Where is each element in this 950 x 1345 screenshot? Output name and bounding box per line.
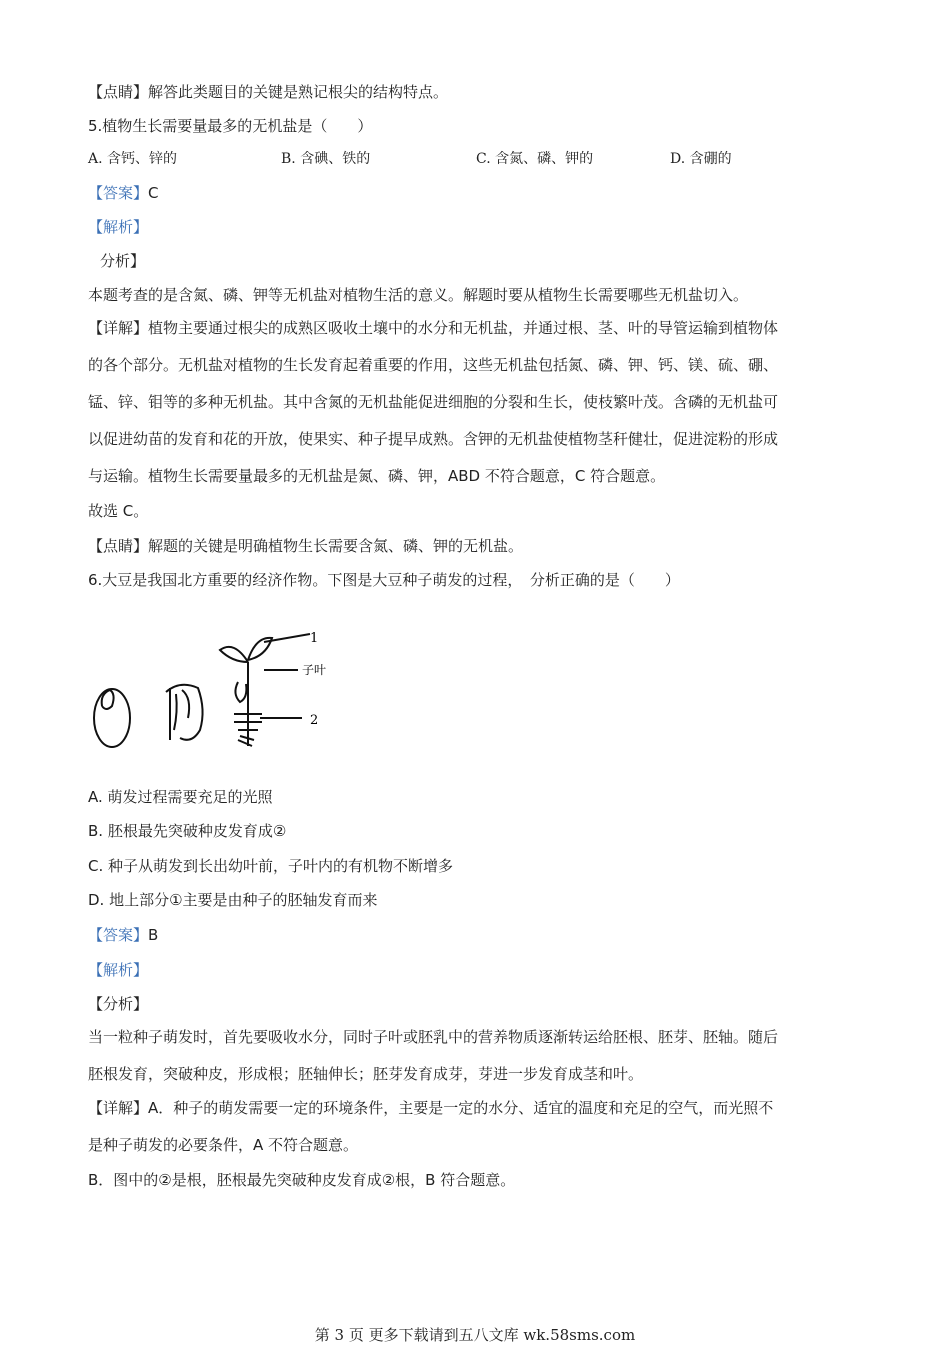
- seed-shape: [94, 689, 130, 747]
- q5-option-a: A. 含钙、锌的: [88, 151, 178, 167]
- q6-option-a: A. 萌发过程需要充足的光照: [88, 788, 273, 806]
- q5-xiangjie-line-4: 以促进幼苗的发育和花的开放，使果实、种子提早成熟。含钾的无机盐使植物茎秆健壮，促进淀粉的形成: [88, 430, 779, 448]
- seedling-leaf-left: [220, 647, 248, 662]
- q5-option-c: C. 含氮、磷、钾的: [476, 151, 594, 167]
- q5-xiangjie-line-5: 与运输。植物生长需要量最多的无机盐是氮、磷、钾，ABD 不符合题意，C 符合题意。: [88, 467, 666, 485]
- q6-answer: 【答案】B: [88, 926, 159, 944]
- q5-fenxi-tag: 分析】: [100, 252, 146, 270]
- q5-option-d: D. 含硼的: [670, 151, 732, 167]
- question-6-stem: 6.大豆是我国北方重要的经济作物。下图是大豆种子萌发的过程， 分析正确的是（ ）: [88, 571, 680, 589]
- q5-xiangjie-line-3: 锰、锌、钼等的多种无机盐。其中含氮的无机盐能促进细胞的分裂和生长，使枝繁叶茂。含磷的无机盐可: [88, 393, 779, 411]
- cotyledon: [235, 682, 246, 702]
- q5-guxuan: 故选 C。: [88, 502, 149, 520]
- seed-germination-figure: [88, 622, 348, 761]
- seed-germination-illustration: [88, 622, 348, 757]
- label-1: 1: [310, 631, 319, 646]
- q6-xiangjie-line-1: 【详解】A．种子的萌发需要一定的环境条件，主要是一定的水分、适宜的温度和充足的空气，而光照不: [88, 1099, 774, 1117]
- q6-jiexi-tag: 【解析】: [88, 961, 149, 979]
- dianjing-line: 【点睛】解答此类题目的关键是熟记根尖的结构特点。: [88, 83, 449, 101]
- q6-option-b: B. 胚根最先突破种皮发育成②: [88, 822, 287, 840]
- q5-fenxi-text: 本题考查的是含氮、磷、钾等无机盐对植物生活的意义。解题时要从植物生长需要哪些无机盐切入。: [88, 286, 749, 304]
- q5-jiexi-tag: 【解析】: [88, 218, 149, 236]
- q6-fenxi-tag: 【分析】: [88, 995, 149, 1013]
- q6-fenxi-line-2: 胚根发育，突破种皮，形成根；胚轴伸长；胚芽发育成芽，芽进一步发育成茎和叶。: [88, 1065, 644, 1083]
- q5-dianjing: 【点睛】解题的关键是明确植物生长需要含氮、磷、钾的无机盐。: [88, 537, 524, 555]
- q6-fenxi-line-1: 当一粒种子萌发时，首先要吸收水分，同时子叶或胚乳中的营养物质逐渐转运给胚根、胚芽、胚轴。随后: [88, 1028, 779, 1046]
- q6-xiangjie-line-2: 是种子萌发的必要条件，A 不符合题意。: [88, 1136, 359, 1154]
- q5-xiangjie-line-1: 【详解】植物主要通过根尖的成熟区吸收土壤中的水分和无机盐，并通过根、茎、叶的导管运输到植物体: [88, 319, 779, 337]
- question-5-stem: 5.植物生长需要量最多的无机盐是（ ）: [88, 117, 373, 135]
- q6-option-c: C. 种子从萌发到长出幼叶前，子叶内的有机物不断增多: [88, 857, 454, 875]
- page-footer: 第 3 页 更多下载请到五八文库 wk.58sms.com: [314, 1326, 636, 1344]
- label-2: 2: [310, 713, 319, 728]
- q5-option-b: B. 含碘、铁的: [281, 151, 371, 167]
- q5-answer: 【答案】C: [88, 184, 159, 202]
- q5-xiangjie-line-2: 的各个部分。无机盐对植物的生长发育起着重要的作用，这些无机盐包括氮、磷、钾、钙、镁、硫、硼、: [88, 356, 779, 374]
- label-cotyledon: 子叶: [302, 663, 327, 677]
- q6-b-line: B．图中的②是根，胚根最先突破种皮发育成②根，B 符合题意。: [88, 1171, 516, 1189]
- q6-option-d: D. 地上部分①主要是由种子的胚轴发育而来: [88, 891, 378, 909]
